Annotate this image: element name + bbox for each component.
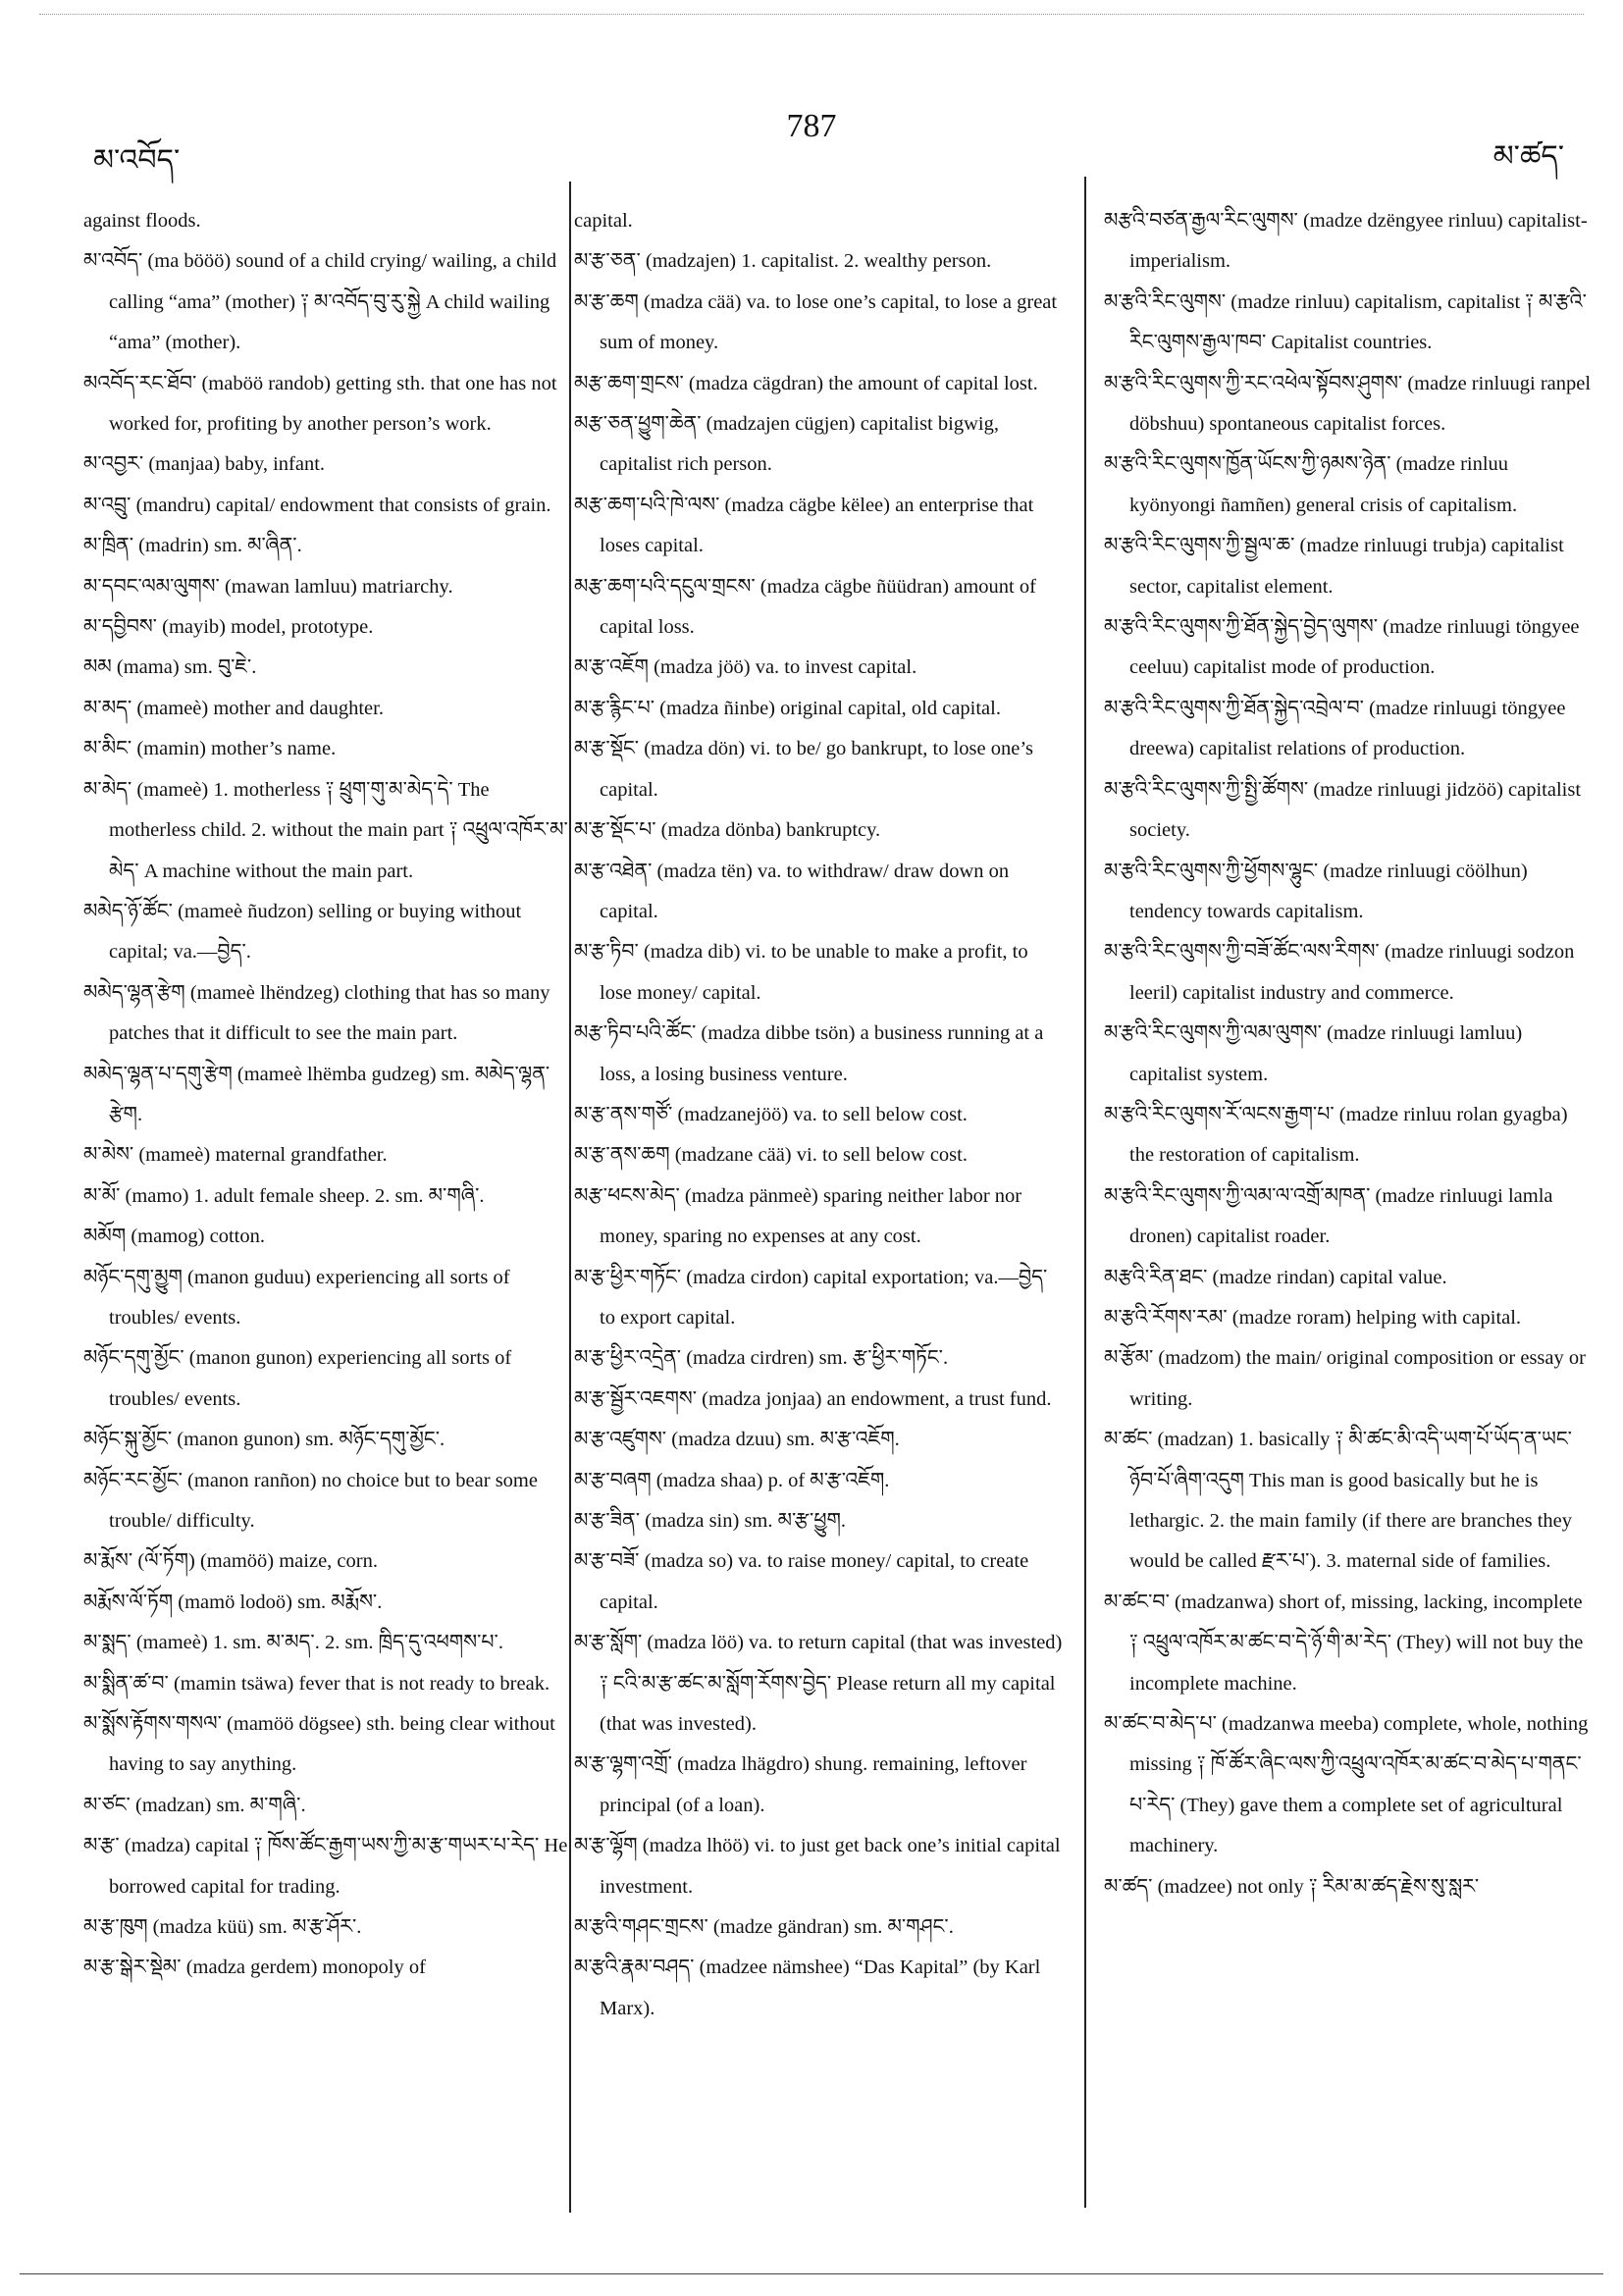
dictionary-entry: མ་རྩ་སྡོང་ (madza dön) vi. to be/ go bankrupt, to lose one’s capital. bbox=[574, 738, 1034, 801]
dictionary-entry: མ་རྩ་ཅན་ (madzajen) 1. capitalist. 2. wealthy person. bbox=[574, 250, 992, 273]
dictionary-column-1 bbox=[83, 201, 574, 1989]
dictionary-entry: མ་ཚང་བ་ (madzanwa) short of, missing, lacking, incomplete ༑ འཕྲུལ་འཁོར་མ་ཚང་བ་དེ་ཉོ་གི་མ་རེད་ (They) will not buy the incomplete machine. bbox=[1104, 1591, 1584, 1695]
dictionary-entry: མ་རྩའི་རིང་ལུགས་ཀྱི་སྦྱལ་ཆ་ (madze rinluugi trubja) capitalist sector, capitalist element. bbox=[1104, 535, 1564, 598]
dictionary-entry: མ་འབྱར་ (manjaa) baby, infant. bbox=[83, 453, 326, 476]
dictionary-entry: མ་རྩ་ཏིབ་ (madza dib) vi. to be unable to make a profit, to lose money/ capital. bbox=[574, 941, 1028, 1004]
dictionary-entry: མ་རྩ་བཞག (madza shaa) p. of མ་རྩ་འཇོག. bbox=[574, 1469, 890, 1491]
dictionary-entry: མརྨོས་ལོ་ཏོག (mamö lodoö) sm. མརྨོས་. bbox=[83, 1591, 383, 1613]
dictionary-entry: མ་ཙང་ (madzan) sm. མ་གཞི་. bbox=[83, 1794, 306, 1816]
dictionary-entry: མརྩ་ཕངས་མེད་ (madza pänmeè) sparing neither labor nor money, sparing no expenses at any cost. bbox=[574, 1184, 1022, 1248]
dictionary-entry: མ་རྩ་སྦྱོར་འཇགས་ (madza jonjaa) an endowment, a trust fund. bbox=[574, 1387, 1052, 1410]
dictionary-entry: མ་མེད་ (mameè) 1. motherless ༑ ཕྲུག་གུ་མ་མེད་དེ་ The motherless child. 2. without the main part ༑ འཕྲུལ་འཁོར་མ་མེད་ A machine without the main part. bbox=[83, 778, 568, 882]
page-number: 787 bbox=[786, 108, 837, 144]
dictionary-entry: མ་རྩ་བཟོ་ (madza so) va. to raise money/ capital, to create capital. bbox=[574, 1550, 1029, 1613]
dictionary-entry: མ་རྩ་སློག་ (madza löö) va. to return capital (that was invested) ༑ ངའི་མ་རྩ་ཚང་མ་སློག་རོགས་བྱེད་ Please return all my capital (that was invested). bbox=[574, 1632, 1063, 1736]
dictionary-entry: མམེད་ལྷན་རྩེག (mameè lhëndzeg) clothing that has so many patches that it difficult to see the main part. bbox=[83, 981, 550, 1045]
dictionary-entry: མ་སྨད་ (mameè) 1. sm. མ་མད་. 2. sm. ཁྲིད་དུ་འཕགས་པ་. bbox=[83, 1632, 503, 1654]
dictionary-entry: མ་རྩ་འཛུགས་ (madza dzuu) sm. མ་རྩ་འཇོག. bbox=[574, 1429, 900, 1451]
dictionary-entry: མམོག (mamog) cotton. bbox=[83, 1226, 265, 1248]
dictionary-entry: མ་རྩའི་རིང་ལུགས་ཀྱི་རང་འཕེལ་སྟོབས་ཤུགས་ (madze rinluugi ranpel döbshuu) spontaneous capitalist forces. bbox=[1104, 372, 1592, 436]
dictionary-entry: མ་མེས་ (mameè) maternal grandfather. bbox=[83, 1144, 388, 1167]
dictionary-entry: མ་སྨོས་རྟོགས་གསལ་ (mamöö dögsee) sth. being clear without having to say anything. bbox=[83, 1713, 555, 1776]
dictionary-entry: མ་རྩ་ཆག (madza cää) va. to lose one’s capital, to lose a great sum of money. bbox=[574, 290, 1058, 354]
dictionary-entry: capital. bbox=[574, 210, 633, 232]
dictionary-entry: མ་རྩ་ནས་ཆག (madzane cää) vi. to sell below cost. bbox=[574, 1144, 968, 1167]
page-header bbox=[0, 108, 1623, 177]
dictionary-entry: མཉོང་རང་མྱོང་ (manon ranñon) no choice but to bear some trouble/ difficulty. bbox=[83, 1469, 538, 1532]
dictionary-entry: མ་སྨིན་ཚ་བ་ (mamin tsäwa) fever that is not ready to break. bbox=[83, 1672, 550, 1695]
dictionary-entry: མ་རྨོས་ (ལོ་ཏོག) (mamöö) maize, corn. bbox=[83, 1550, 378, 1573]
dictionary-entry: མརྩ་ཆག་པའི་དངུལ་གྲངས་ (madza cägbe ñüüdran) amount of capital loss. bbox=[574, 575, 1036, 639]
dictionary-entry: མརྩ་ཅན་ཕྱུག་ཆེན་ (madzajen cügjen) capitalist bigwig, capitalist rich person. bbox=[574, 413, 999, 476]
dictionary-entry: མ་རྩ་ཕྱིར་འདྲེན་ (madza cirdren) sm. རྩ་ཕྱིར་གཏོང་. bbox=[574, 1347, 949, 1370]
dictionary-entry: མ་རྩོམ་ (madzom) the main/ original composition or essay or writing. bbox=[1104, 1347, 1586, 1410]
dictionary-entry: མ་མིང་ (mamin) mother’s name. bbox=[83, 738, 337, 760]
dictionary-entry: མཉོང་དགུ་མྱོང་ (manon gunon) experiencing all sorts of troubles/ events. bbox=[83, 1347, 512, 1410]
dictionary-entry: མ་རྩའི་རིང་ལུགས་ཀྱི་བཟོ་ཚོང་ལས་རིགས་ (madze rinluugi sodzon leeril) capitalist industry and commerce. bbox=[1104, 941, 1575, 1004]
dictionary-entry: མ་ཚང་བ་མེད་པ་ (madzanwa meeba) complete, whole, nothing missing ༑ ཁོ་ཚོར་ཞིང་ལས་ཀྱི་འཕྲུལ་འཁོར་མ་ཚང་བ་མེད་པ་གནང་པ་རེད་ (They) gave them a complete set of agricultural machinery. bbox=[1104, 1713, 1589, 1857]
dictionary-entry: མ་རྩ་ཕྱིར་གཏོང་ (madza cirdon) capital exportation; va.—བྱེད་ to export capital. bbox=[574, 1266, 1048, 1329]
bottom-rule bbox=[20, 2273, 1603, 2274]
dictionary-entry: མ་རྩ་སྡོང་པ་ (madza dönba) bankruptcy. bbox=[574, 819, 881, 842]
dictionary-entry: མ་རྩའི་རིང་ལུགས་ཀྱི་ལམ་ལ་འགྲོ་མཁན་ (madze rinluugi lamla dronen) capitalist roader. bbox=[1104, 1184, 1553, 1248]
dictionary-entry: མ་རྩའི་རིང་ལུགས་ཀྱི་ལམ་ལུགས་ (madze rinluugi lamluu) capitalist system. bbox=[1104, 1022, 1523, 1085]
dictionary-entry: མ་རྩ་ལྷོག (madza lhöö) vi. to just get back one’s initial capital investment. bbox=[574, 1835, 1061, 1898]
dictionary-entry: མ་མོ་ (mamo) 1. adult female sheep. 2. sm. མ་གཞི་. bbox=[83, 1184, 485, 1207]
dictionary-entry: མ་རྩའི་རིང་ལུགས་ཀྱི་སྤྱི་ཚོགས་ (madze rinluugi jidzöö) capitalist society. bbox=[1104, 778, 1582, 842]
dictionary-entry: མ་རྩའི་རོགས་རམ་ (madze roram) helping with capital. bbox=[1104, 1306, 1522, 1329]
dictionary-entry: མམེད་ལྷན་པ་དགུ་རྩེག (mameè lhëmba gudzeg) sm. མམེད་ལྷན་རྩེག. bbox=[83, 1063, 550, 1125]
dictionary-entry: མ་ཚད་ (madzee) not only ༑ རིམ་མ་ཚད་རྗེས་སུ་སླར་ bbox=[1104, 1875, 1480, 1898]
dictionary-entry: མ་རྩའི་གཤང་གྲངས་ (madze gändran) sm. མ་གཤང་. bbox=[574, 1916, 954, 1939]
dictionary-entry: མམ (mama) sm. བུ་ཇེ་. bbox=[83, 656, 257, 679]
dictionary-entry: མ་འབྲུ་ (mandru) capital/ endowment that consists of grain. bbox=[83, 494, 551, 516]
dictionary-entry: མ་རྩ་ (madza) capital ༑ ཁོས་ཚོང་རྒྱག་ཡས་ཀྱི་མ་རྩ་གཡར་པ་རེད་ He borrowed capital for trading. bbox=[83, 1835, 568, 1898]
dictionary-entry: མ་ཁྲིན་ (madrin) sm. མ་ཞིན་. bbox=[83, 535, 302, 557]
dictionary-entry: མ་རྩའི་རིང་ལུགས་ཀྱི་ཐོན་སྐྱེད་བྱེད་ལུགས་ (madze rinluugi töngyee ceeluu) capitalist mode of production. bbox=[1104, 616, 1580, 679]
dictionary-entry: མ་ཚང་ (madzan) 1. basically ༑ མི་ཚང་མི་འདི་ཡག་པོ་ཡོད་ན་ཡང་ཉོབ་པོ་ཞིག་འདུག This man is good basically but he is lethargic. 2. the main family (if there are branches they would be called རྫར་པ་). 3. maternal side of families. bbox=[1104, 1429, 1572, 1573]
dictionary-entry: མ་རྩའི་རིང་ལུགས་ཀྱི་ཐོན་སྐྱེད་འབྲེལ་བ་ (madze rinluugi töngyee dreewa) capitalist relations of production. bbox=[1104, 697, 1566, 760]
dictionary-entry: མ་དབྱིབས་ (mayib) model, prototype. bbox=[83, 616, 374, 639]
dictionary-entry: against floods. bbox=[83, 210, 201, 232]
column-divider-2 bbox=[1084, 177, 1086, 2208]
dictionary-entry: མ་རྩའི་རིང་ལུགས་རོ་ལངས་རྒྱག་པ་ (madze rinluu rolan gyagba) the restoration of capitalism. bbox=[1104, 1103, 1568, 1167]
left-guide-word: མ་འབོད་ bbox=[93, 144, 181, 177]
dictionary-entry: མ་རྩའི་རིང་ལུགས་ (madze rinluu) capitalism, capitalist ༑ མ་རྩའི་རིང་ལུགས་རྒྱལ་ཁབ་ Capitalist countries. bbox=[1104, 290, 1587, 354]
dictionary-entry: མ་རྩའི་རིང་ལུགས་ཀྱི་ཕྱོགས་ལྷུང་ (madze rinluugi cöölhun) tendency towards capitalism. bbox=[1104, 860, 1528, 922]
dictionary-entry: མ་རྩ་ཁུག (madza küü) sm. མ་རྩ་ཤོར་. bbox=[83, 1916, 362, 1939]
dictionary-entry: མའབོད་རང་ཐོབ་ (maböö randob) getting sth. that one has not worked for, profiting by another person’s work. bbox=[83, 372, 557, 436]
dictionary-entry: མ་རྩ་ལྷག་འགྲོ་ (madza lhägdro) shung. remaining, leftover principal (of a loan). bbox=[574, 1753, 1027, 1816]
dictionary-entry: མ་རྩ་འཇོག (madza jöö) va. to invest capital. bbox=[574, 656, 917, 679]
right-guide-word: མ་ཚད་ bbox=[1492, 140, 1564, 173]
dictionary-entry: མ་འབོད་ (ma bööö) sound of a child crying/ wailing, a child calling “ama” (mother) ༑ མ་འབོད་བུ་རུ་སྐྱེ A child wailing “ama” (mother). bbox=[83, 250, 557, 354]
dictionary-entry: མ་རྩ་འཐེན་ (madza tën) va. to withdraw/ draw down on capital. bbox=[574, 860, 1010, 922]
dictionary-entry: མ་རྩའི་རིང་ལུགས་ཁྱོན་ཡོངས་ཀྱི་ཉམས་ཉེན་ (madze rinluu kyönyongi ñamñen) general crisis of capitalism. bbox=[1104, 453, 1518, 516]
dictionary-entry: མརྩ་ཆག་པའི་ཁེ་ལས་ (madza cägbe këlee) an enterprise that loses capital. bbox=[574, 494, 1034, 557]
dictionary-entry: མརྩ་ཏིབ་པའི་ཚོང་ (madza dibbe tsön) a business running at a loss, a losing business venture. bbox=[574, 1022, 1044, 1085]
dictionary-column-3 bbox=[1104, 201, 1595, 1907]
dictionary-entry: མཉོང་སྐུ་མྱོང་ (manon gunon) sm. མཉོང་དགུ་མྱོང་. bbox=[83, 1429, 445, 1451]
dictionary-entry: མ་དབང་ལམ་ལུགས་ (mawan lamluu) matriarchy. bbox=[83, 575, 453, 598]
dictionary-entry: མ་མད་ (mameè) mother and daughter. bbox=[83, 697, 384, 719]
dictionary-entry: མ་རྩ་སྒེར་སྡེམ་ (madza gerdem) monopoly of bbox=[83, 1957, 426, 1979]
dictionary-entry: མ་རྩ་ཟིན་ (madza sin) sm. མ་རྩ་ཕྱུག. bbox=[574, 1510, 847, 1532]
dictionary-entry: མ་རྩ་ནས་གཙོ་ (madzanejöö) va. to sell below cost. bbox=[574, 1103, 968, 1125]
top-dotted-rule bbox=[39, 14, 1584, 15]
dictionary-entry: མརྩ་ཆག་གྲངས་ (madza cägdran) the amount of capital lost. bbox=[574, 372, 1038, 394]
dictionary-column-2 bbox=[574, 201, 1065, 2029]
dictionary-entry: མརྩའི་རིན་ཐང་ (madze rindan) capital value. bbox=[1104, 1266, 1447, 1288]
dictionary-entry: མ་རྩའི་རྣམ་བཤད་ (madzee nämshee) “Das Kapital” (by Karl Marx). bbox=[574, 1957, 1041, 2019]
dictionary-entry: མ་རྩ་རྙིང་པ་ (madza ñinbe) original capital, old capital. bbox=[574, 697, 1001, 719]
dictionary-entry: མཉོང་དགུ་མྱུག (manon guduu) experiencing all sorts of troubles/ events. bbox=[83, 1266, 510, 1329]
dictionary-entry: མརྩའི་བཙན་རྒྱལ་རིང་ལུགས་ (madze dzëngyee rinluu) capitalist-imperialism. bbox=[1104, 210, 1588, 273]
dictionary-entry: མམེད་ཉོ་ཚོང་ (mameè ñudzon) selling or buying without capital; va.—བྱེད་. bbox=[83, 900, 522, 964]
